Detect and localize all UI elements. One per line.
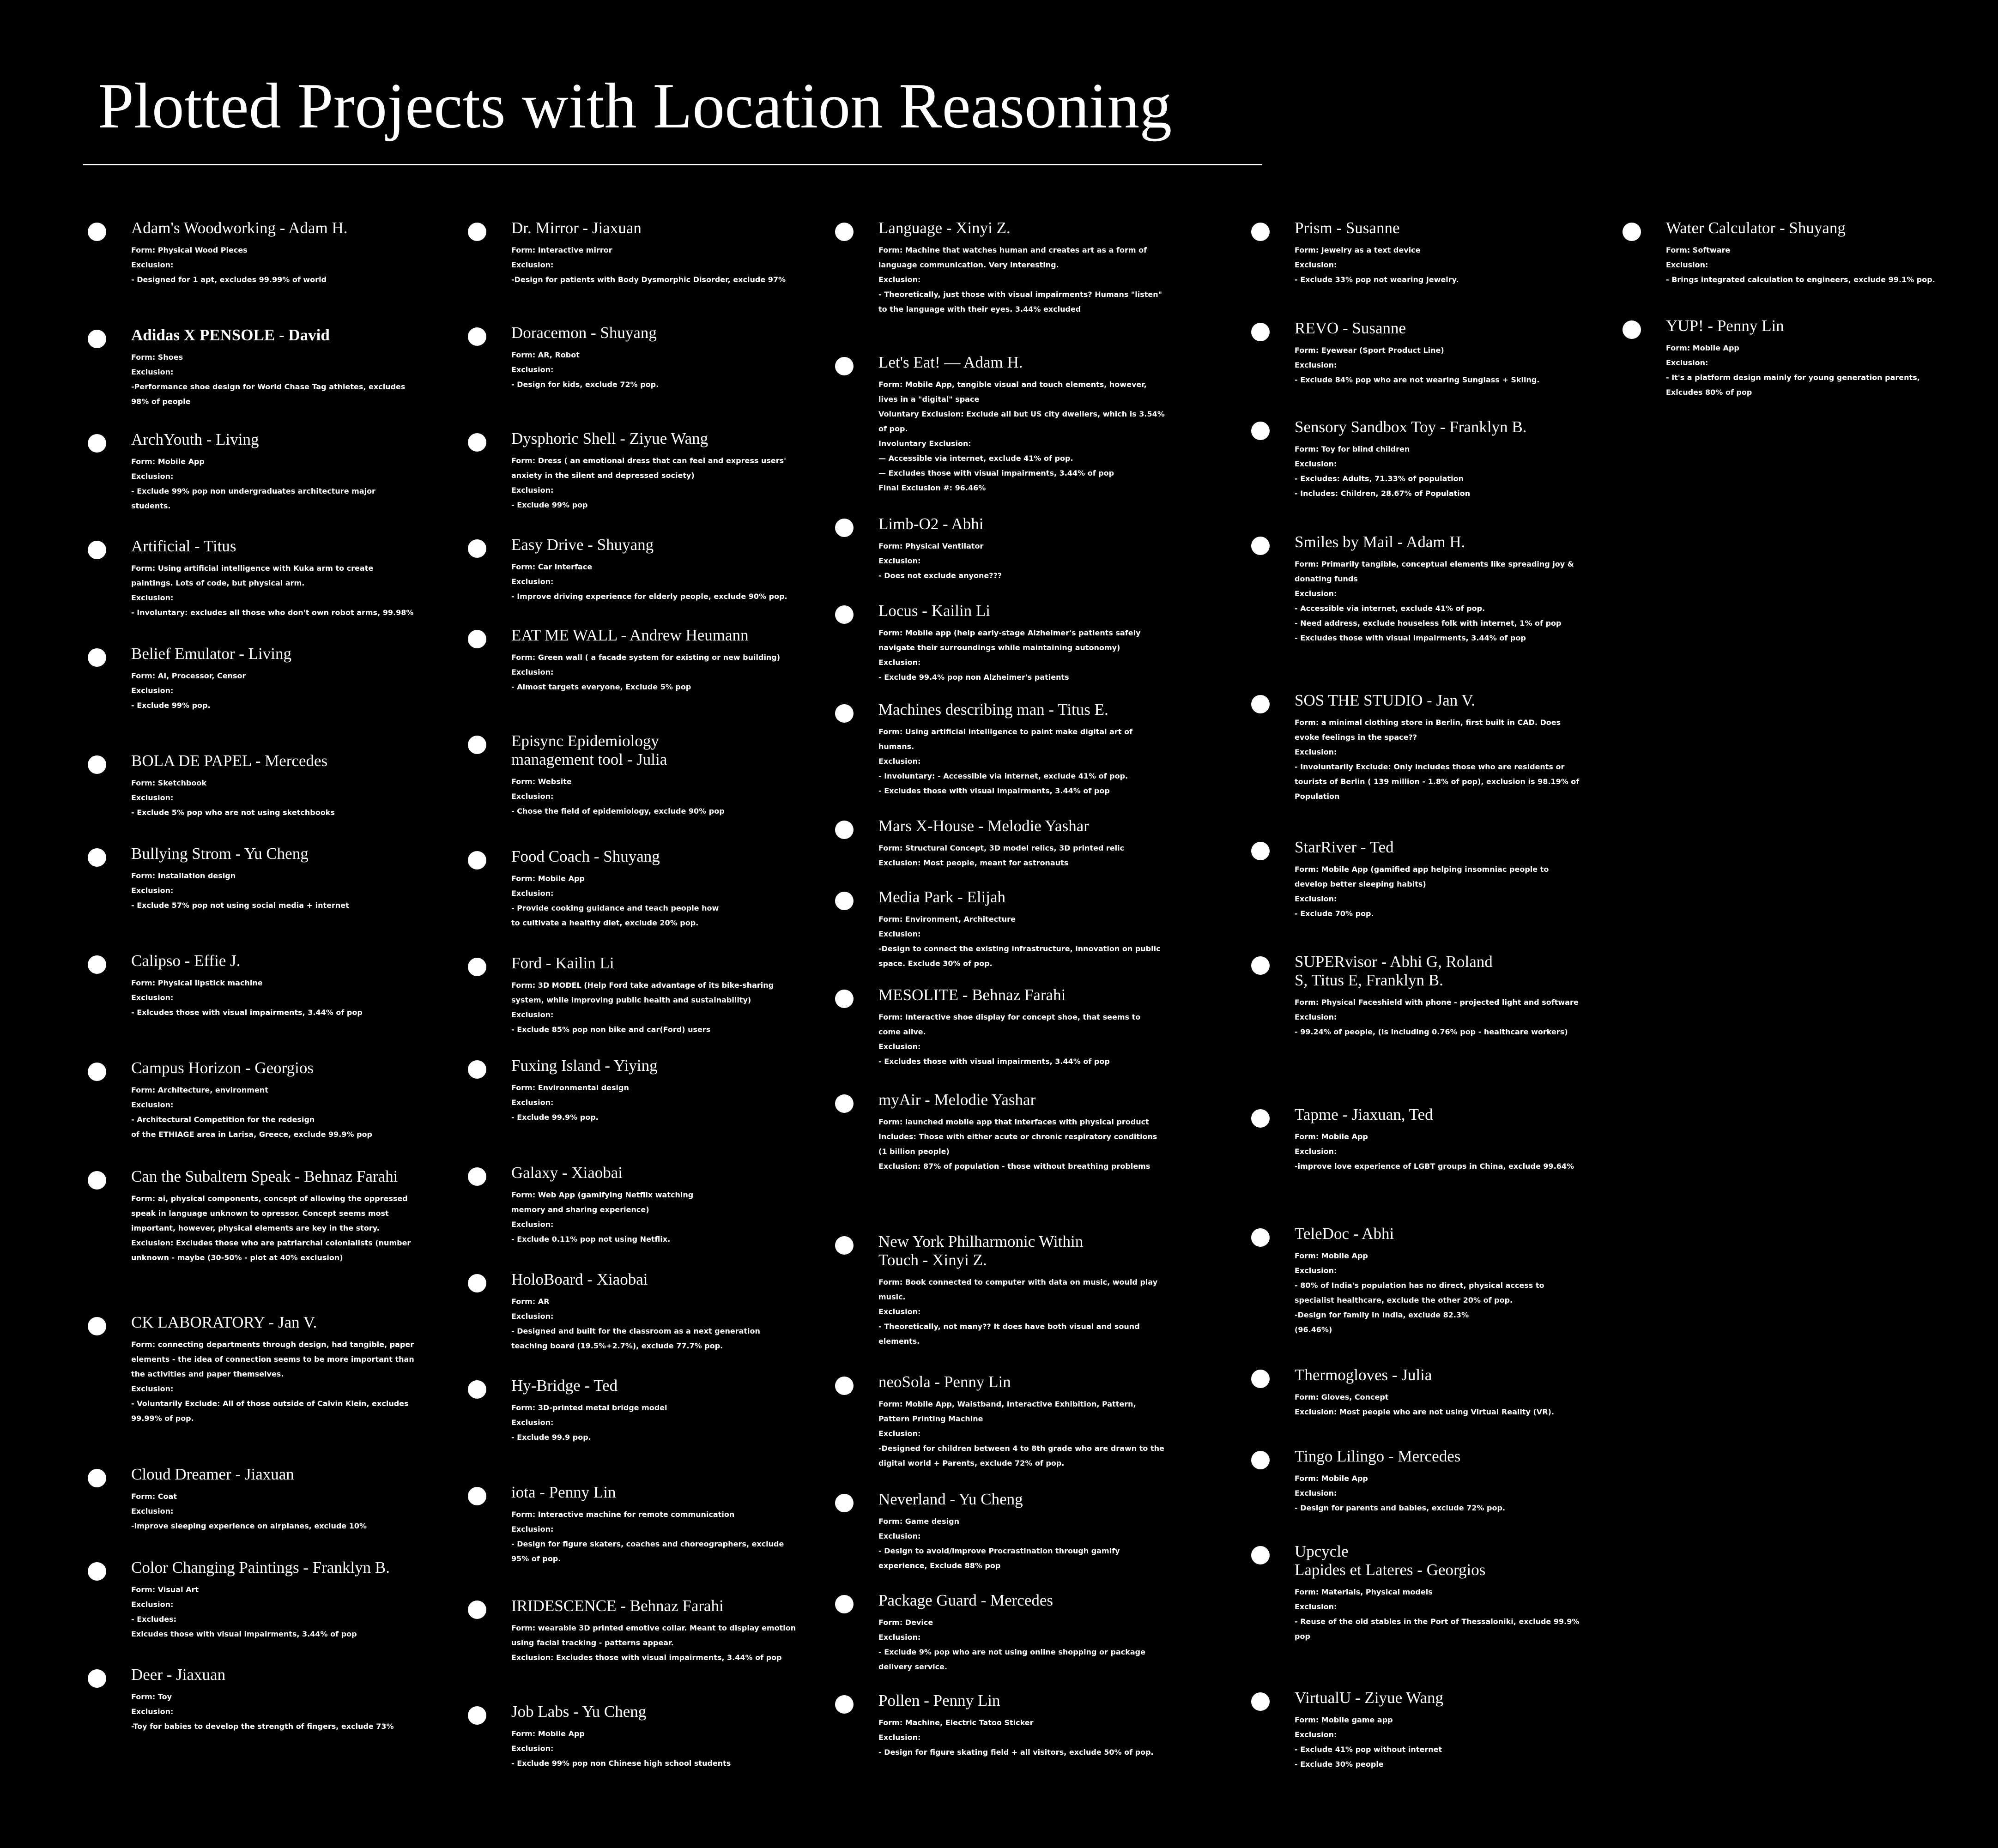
project-entry-teledoc-abhi [1247, 1225, 1598, 1337]
project-description: Form: AR, Robot Exclusion: - Design for kids, exclude 72% pop. [511, 350, 659, 389]
bullet-dot-icon [835, 1595, 854, 1613]
project-title: Machines describing man - Titus E. [878, 701, 1108, 719]
project-title: ArchYouth - Living [131, 430, 259, 448]
page-title: Plotted Projects with Location Reasoning [98, 70, 1172, 142]
project-title: Dr. Mirror - Jiaxuan [511, 219, 642, 237]
project-title: Smiles by Mail - Adam H. [1295, 533, 1465, 551]
project-entry-iridescence-behnaz-farahi [463, 1597, 814, 1665]
project-entry-new-york-philharmonic-within-touch-xinyi [830, 1232, 1181, 1349]
project-description: Form: Using artificial intelligence with Kuka arm to create paintings. Lots of code, but physical arm. Exclusion: - Involuntary: excludes all those who don't own robot arms, 99.98% [131, 564, 414, 617]
project-entry-iota-penny-lin [463, 1483, 814, 1566]
project-title: Prism - Susanne [1295, 219, 1400, 237]
project-entry-mars-x-house-melodie-yashar [830, 817, 1181, 870]
project-entry-package-guard-mercedes [830, 1591, 1181, 1674]
bullet-dot-icon [468, 1380, 486, 1399]
project-title: Locus - Kailin Li [878, 602, 991, 620]
project-entry-sensory-sandbox-toy-franklyn-b [1247, 418, 1598, 501]
project-entry-easy-drive-shuyang [463, 536, 814, 604]
project-entry-thermogloves-julia [1247, 1366, 1598, 1419]
project-description: Form: Book connected to computer with data on music, would play music. Exclusion: - Theoretically, not many?? It does have both visual and sound elements. [878, 1278, 1158, 1346]
project-entry-limb-o2-abhi [830, 515, 1181, 583]
bullet-dot-icon [468, 1487, 486, 1505]
project-title: MESOLITE - Behnaz Farahi [878, 986, 1066, 1004]
bullet-dot-icon [88, 1171, 106, 1190]
bullet-dot-icon [468, 223, 486, 241]
project-entry-belief-emulator-living [83, 645, 434, 713]
bullet-dot-icon [835, 1494, 854, 1512]
project-description: Form: Visual Art Exclusion: - Excludes: Exlcudes those with visual impairments, 3.44% of pop [131, 1585, 357, 1638]
project-entry-can-the-subaltern-speak-behnaz-farahi [83, 1167, 434, 1265]
project-description: Form: Dress ( an emotional dress that can feel and express users' anxiety in the silent and depressed society) Exclusion: - Exclude 99% pop [511, 456, 787, 509]
project-entry-neverland-yu-cheng [830, 1490, 1181, 1573]
project-entry-tingo-lilingo-mercedes [1247, 1447, 1598, 1516]
project-description: Form: Interactive shoe display for concept shoe, that seems to come alive. Exclusion: - Excludes those with visual impairments, 3.44% of pop [878, 1013, 1141, 1066]
project-description: Form: Structural Concept, 3D model relics, 3D printed relic Exclusion: Most people, meant for astronauts [878, 844, 1125, 867]
project-entry-neosola-penny-lin [830, 1373, 1181, 1471]
project-title: Episync Epidemiology management tool - Julia [511, 732, 667, 768]
project-entry-episync-epidemiology-management-tool-jul [463, 732, 814, 819]
bullet-dot-icon [1251, 323, 1270, 341]
project-entry-ford-kailin-li [463, 954, 814, 1037]
project-title: Adidas X PENSOLE - David [131, 326, 330, 344]
bullet-dot-icon [1623, 320, 1641, 339]
bullet-dot-icon [1251, 1451, 1270, 1469]
project-entry-pollen-penny-lin [830, 1691, 1181, 1760]
bullet-dot-icon [835, 1236, 854, 1255]
bullet-dot-icon [1251, 695, 1270, 713]
project-entry-water-calculator-shuyang [1618, 219, 1969, 287]
project-title: Let's Eat! — Adam H. [878, 353, 1023, 371]
project-entry-adam-s-woodworking-adam-h [83, 219, 434, 287]
project-description: Form: Device Exclusion: - Exclude 9% pop who are not using online shopping or package delivery service. [878, 1618, 1145, 1671]
project-entry-cloud-dreamer-jiaxuan [83, 1465, 434, 1534]
bullet-dot-icon [1251, 1692, 1270, 1711]
project-description: Form: Eyewear (Sport Product Line) Exclusion: - Exclude 84% pop who are not wearing Sunglass + Skiing. [1295, 346, 1540, 384]
project-description: Form: Toy for blind children Exclusion: - Excludes: Adults, 71.33% of population - Includes: Children, 28.67% of Population [1295, 445, 1471, 498]
bullet-dot-icon [468, 1274, 486, 1292]
project-entry-ck-laboratory-jan-v [83, 1313, 434, 1426]
project-title: IRIDESCENCE - Behnaz Farahi [511, 1597, 724, 1615]
project-title: Hy-Bridge - Ted [511, 1377, 618, 1395]
project-title: Water Calculator - Shuyang [1666, 219, 1846, 237]
project-title: Adam's Woodworking - Adam H. [131, 219, 348, 237]
project-title: Mars X-House - Melodie Yashar [878, 817, 1089, 835]
bullet-dot-icon [468, 1167, 486, 1186]
project-title: Calipso - Effie J. [131, 952, 241, 970]
bullet-dot-icon [1623, 223, 1641, 241]
project-description: Form: Mobile App Exclusion: - 80% of India's population has no direct, physical access to specialist healthcare, exclude the other 20% of pop. -Design for family in India, exclude 82.3% (96.46%) [1295, 1251, 1544, 1334]
project-description: Form: connecting departments through design, had tangible, paper elements - the idea of connection seems to be more important than the activities and paper themselves. Exclusion: - Voluntarily Exclude: All of those outside of Calvin Klein, excludes 99.99% of pop. [131, 1340, 414, 1423]
project-title: Limb-O2 - Abhi [878, 515, 984, 533]
project-description: Form: 3D-printed metal bridge model Exclusion: - Exclude 99.9 pop. [511, 1403, 667, 1442]
bullet-dot-icon [468, 1600, 486, 1619]
project-entry-let-s-eat-adam-h [830, 353, 1181, 495]
project-description: Form: 3D MODEL (Help Ford take advantage of its bike-sharing system, while improving public health and sustainability) Exclusion: - Exclude 85% pop non bike and car(Ford) users [511, 981, 774, 1034]
project-title: Job Labs - Yu Cheng [511, 1703, 647, 1721]
project-description: Form: Mobile App Exclusion: - Exclude 99% pop non undergraduates architecture major students. [131, 457, 375, 510]
project-title: New York Philharmonic Within Touch - Xinyi Z. [878, 1232, 1084, 1269]
project-entry-calipso-effie-j [83, 952, 434, 1020]
project-description: Form: Mobile App Exclusion: -improve love experience of LGBT groups in China, exclude 99.64% [1295, 1132, 1574, 1171]
project-title: Deer - Jiaxuan [131, 1666, 226, 1684]
project-entry-adidas-x-pensole-david [83, 326, 434, 409]
project-entry-language-xinyi-z [830, 219, 1181, 317]
bullet-dot-icon [835, 1094, 854, 1113]
project-title: Language - Xinyi Z. [878, 219, 1011, 237]
project-description: Form: Physical Faceshield with phone - projected light and software Exclusion: - 99.24% of people, (is including 0.76% pop - healthcare workers) [1295, 998, 1579, 1036]
project-title: Campus Horizon - Georgios [131, 1059, 314, 1077]
project-entry-doracemon-shuyang [463, 324, 814, 392]
project-entry-fuxing-island-yiying [463, 1057, 814, 1125]
project-title: Ford - Kailin Li [511, 954, 614, 972]
project-entry-media-park-elijah [830, 888, 1181, 971]
bullet-dot-icon [835, 1377, 854, 1395]
project-description: Form: Environment, Architecture Exclusion: -Design to connect the existing infrastructure, innovation on public space. Exclude 30% of pop. [878, 915, 1161, 968]
bullet-dot-icon [88, 1469, 106, 1487]
project-title: Tingo Lilingo - Mercedes [1295, 1447, 1461, 1465]
project-description: Form: Toy Exclusion: -Toy for babies to develop the strength of fingers, exclude 73% [131, 1692, 394, 1731]
project-entry-virtualu-ziyue-wang [1247, 1689, 1598, 1772]
project-description: Form: Website Exclusion: - Chose the field of epidemiology, exclude 90% pop [511, 777, 725, 815]
project-description: Form: launched mobile app that interfaces with physical product Includes: Those with either acute or chronic respiratory conditions (1 billion people) Exclusion: 87% of population - those without breathing problems [878, 1117, 1157, 1171]
project-description: Form: Software Exclusion: - Brings integrated calculation to engineers, exclude 99.1% pop. [1666, 246, 1935, 284]
project-title: Can the Subaltern Speak - Behnaz Farahi [131, 1167, 398, 1185]
project-entry-yup-penny-lin [1618, 317, 1969, 400]
project-entry-myair-melodie-yashar [830, 1091, 1181, 1174]
project-entry-hy-bridge-ted [463, 1377, 814, 1445]
project-title: Color Changing Paintings - Franklyn B. [131, 1558, 390, 1576]
project-title: Belief Emulator - Living [131, 645, 291, 663]
bullet-dot-icon [468, 851, 486, 870]
project-title: BOLA DE PAPEL - Mercedes [131, 752, 328, 770]
project-entry-dysphoric-shell-ziyue-wang [463, 429, 814, 513]
bullet-dot-icon [1251, 1370, 1270, 1388]
project-description: Form: Shoes Exclusion: -Performance shoe design for World Chase Tag athletes, excludes 98% of people [131, 353, 406, 406]
project-description: Form: Machine, Electric Tatoo Sticker Exclusion: - Design for figure skating field + all visitors, exclude 50% of pop. [878, 1718, 1154, 1757]
project-description: Form: Architecture, environment Exclusion: - Architectural Competition for the redesign of the ETHIAGE area in Larisa, Greece, exclude 99.9% pop [131, 1086, 372, 1139]
project-description: Form: Primarily tangible, conceptual elements like spreading joy & donating funds Exclusion: - Accessible via internet, exclude 41% of pop. - Need address, exclude houseless folk with internet, 1% of pop - Excludes those with visual impairments, 3.44% of pop [1295, 560, 1574, 642]
project-title: StarRiver - Ted [1295, 838, 1394, 856]
project-title: Thermogloves - Julia [1295, 1366, 1432, 1384]
project-entry-prism-susanne [1247, 219, 1598, 287]
project-title: SOS THE STUDIO - Jan V. [1295, 691, 1475, 709]
project-entry-supervisor-abhi-g-roland-s-titus-e-frank [1247, 953, 1598, 1039]
project-description: Form: Materials, Physical models Exclusion: - Reuse of the old stables in the Port of Thessaloniki, exclude 99.9% pop [1295, 1588, 1580, 1641]
project-entry-machines-describing-man-titus-e [830, 701, 1181, 798]
project-entry-color-changing-paintings-franklyn-b [83, 1558, 434, 1642]
project-entry-sos-the-studio-jan-v [1247, 691, 1598, 804]
project-title: TeleDoc - Abhi [1295, 1225, 1394, 1243]
project-description: Form: Mobile App, tangible visual and touch elements, however, lives in a "digital" space Voluntary Exclusion: Exclude all but US city dwellers, which is 3.54% of pop. Involuntary Exclusion: — Accessible via internet, exclude 41% of pop. — Excludes those with visual impairments, 3.44% of pop Final Exclusion #: 96.46% [878, 380, 1165, 492]
bullet-dot-icon [88, 541, 106, 559]
title-divider [83, 164, 1262, 165]
project-description: Form: Interactive mirror Exclusion: -Design for patients with Body Dysmorphic Disorder, exclude 97% [511, 246, 786, 284]
project-description: Form: Sketchbook Exclusion: - Exclude 5% pop who are not using sketchbooks [131, 779, 335, 817]
bullet-dot-icon [1251, 1109, 1270, 1128]
project-title: Easy Drive - Shuyang [511, 536, 654, 554]
project-description: Form: Installation design Exclusion: - Exclude 57% pop not using social media + internet [131, 871, 349, 910]
project-entry-bullying-strom-yu-cheng [83, 845, 434, 913]
project-title: EAT ME WALL - Andrew Heumann [511, 626, 749, 644]
bullet-dot-icon [835, 605, 854, 624]
project-entry-bola-de-papel-mercedes [83, 752, 434, 820]
project-title: REVO - Susanne [1295, 319, 1406, 337]
bullet-dot-icon [468, 736, 486, 754]
bullet-dot-icon [88, 648, 106, 667]
bullet-dot-icon [468, 958, 486, 976]
project-description: Form: Mobile App Exclusion: - Provide cooking guidance and teach people how to cultivate a healthy diet, exclude 20% pop. [511, 874, 719, 927]
project-entry-job-labs-yu-cheng [463, 1703, 814, 1771]
project-title: Fuxing Island - Yiying [511, 1057, 658, 1075]
project-description: Form: a minimal clothing store in Berlin, first built in CAD. Does evoke feelings in the space?? Exclusion: - Involuntarily Exclude: Only includes those who are residents or tourists of Berlin ( 139 million - 1.8% of pop), exclusion is 98.19% of Population [1295, 718, 1580, 801]
bullet-dot-icon [835, 990, 854, 1008]
project-description: Form: wearable 3D printed emotive collar. Meant to display emotion using facial tracking - patterns appear. Exclusion: Excludes those with visual impairments, 3.44% of pop [511, 1624, 796, 1662]
project-title: Media Park - Elijah [878, 888, 1006, 906]
project-description: Form: Interactive machine for remote communication Exclusion: - Design for figure skaters, coaches and choreographers, exclude 95% of pop. [511, 1510, 784, 1563]
project-title: Dysphoric Shell - Ziyue Wang [511, 429, 708, 447]
bullet-dot-icon [468, 1060, 486, 1079]
bullet-dot-icon [468, 433, 486, 452]
bullet-dot-icon [1251, 1228, 1270, 1247]
bullet-dot-icon [1251, 537, 1270, 555]
project-title: VirtualU - Ziyue Wang [1295, 1689, 1443, 1707]
project-description: Form: Environmental design Exclusion: - Exclude 99.9% pop. [511, 1083, 629, 1122]
bullet-dot-icon [88, 1317, 106, 1335]
bullet-dot-icon [1251, 956, 1270, 975]
project-title: Bullying Strom - Yu Cheng [131, 845, 309, 863]
project-title: Artificial - Titus [131, 537, 236, 555]
project-entry-artificial-titus [83, 537, 434, 620]
project-entry-eat-me-wall-andrew-heumann [463, 626, 814, 695]
bullet-dot-icon [835, 519, 854, 537]
bullet-dot-icon [1251, 422, 1270, 440]
project-entry-holoboard-xiaobai [463, 1270, 814, 1353]
project-entry-galaxy-xiaobai [463, 1164, 814, 1247]
bullet-dot-icon [468, 630, 486, 648]
project-description: Form: Using artificial intelligence to paint make digital art of humans. Exclusion: - Involuntary: - Accessible via internet, exclude 41% of pop. - Excludes those with visual impairments, 3.44% of pop [878, 727, 1133, 795]
project-description: Form: Machine that watches human and creates art as a form of language communication. Very interesting. Exclusion: - Theoretically, just those with visual impairments? Humans "listen" to the language with their eyes. 3.44% excluded [878, 246, 1162, 314]
bullet-dot-icon [835, 1695, 854, 1714]
project-title: YUP! - Penny Lin [1666, 317, 1784, 335]
project-description: Form: Mobile App Exclusion: - Exclude 99% pop non Chinese high school students [511, 1729, 731, 1768]
bullet-dot-icon [88, 848, 106, 867]
project-title: Doracemon - Shuyang [511, 324, 657, 342]
project-title: Sensory Sandbox Toy - Franklyn B. [1295, 418, 1527, 436]
project-description: Form: Physical Wood Pieces Exclusion: - Designed for 1 apt, excludes 99.99% of world [131, 246, 327, 284]
project-title: Pollen - Penny Lin [878, 1691, 1000, 1709]
bullet-dot-icon [88, 1669, 106, 1688]
project-description: Form: AR Exclusion: - Designed and built for the classroom as a next generation teaching board (19.5%+2.7%), exclude 77.7% pop. [511, 1297, 760, 1350]
project-description: Form: Gloves, Concept Exclusion: Most people who are not using Virtual Reality (VR). [1295, 1393, 1554, 1416]
project-description: Form: Physical lipstick machine Exclusion: - Exlcudes those with visual impairments, 3.44% of pop [131, 978, 363, 1017]
project-description: Form: Mobile app (help early-stage Alzheimer's patients safely navigate their surroundings while maintaining autonomy) Exclusion: - Exclude 99.4% pop non Alzheimer's patients [878, 628, 1141, 682]
project-entry-smiles-by-mail-adam-h [1247, 533, 1598, 646]
project-description: Form: Mobile App (gamified app helping insomniac people to develop better sleeping habits) Exclusion: - Exclude 70% pop. [1295, 865, 1549, 918]
bullet-dot-icon [468, 1706, 486, 1725]
project-entry-archyouth-living [83, 430, 434, 513]
bullet-dot-icon [88, 1562, 106, 1581]
bullet-dot-icon [468, 327, 486, 346]
bullet-dot-icon [88, 223, 106, 241]
bullet-dot-icon [835, 892, 854, 910]
project-description: Form: Car interface Exclusion: - Improve driving experience for elderly people, exclude 90% pop. [511, 562, 787, 601]
project-title: Neverland - Yu Cheng [878, 1490, 1023, 1508]
project-description: Form: Web App (gamifying Netflix watching memory and sharing experience) Exclusion: - Exclude 0.11% pop not using Netflix. [511, 1190, 694, 1244]
bullet-dot-icon [1251, 1546, 1270, 1564]
project-description: Form: Physical Ventilator Exclusion: - Does not exclude anyone??? [878, 542, 1002, 580]
bullet-dot-icon [835, 357, 854, 375]
bullet-dot-icon [835, 223, 854, 241]
project-title: Food Coach - Shuyang [511, 847, 660, 865]
bullet-dot-icon [835, 821, 854, 839]
project-entry-deer-jiaxuan [83, 1666, 434, 1734]
project-description: Form: Mobile App Exclusion: - Design for parents and babies, exclude 72% pop. [1295, 1474, 1505, 1512]
project-title: CK LABORATORY - Jan V. [131, 1313, 317, 1331]
project-title: SUPERvisor - Abhi G, Roland S, Titus E, Franklyn B. [1295, 953, 1493, 989]
bullet-dot-icon [88, 755, 106, 774]
bullet-dot-icon [88, 955, 106, 974]
project-description: Form: Jewelry as a text device Exclusion: - Exclude 33% pop not wearing Jewelry. [1295, 246, 1459, 284]
project-entry-food-coach-shuyang [463, 847, 814, 930]
bullet-dot-icon [88, 434, 106, 453]
project-description: Form: Mobile App, Waistband, Interactive Exhibition, Pattern, Pattern Printing Machine Exclusion: -Designed for children between 4 to 8th grade who are drawn to the digital world + Parents, exclude 72% of pop. [878, 1400, 1164, 1468]
project-title: Galaxy - Xiaobai [511, 1164, 623, 1182]
bullet-dot-icon [1251, 223, 1270, 241]
project-entry-locus-kailin-li [830, 602, 1181, 685]
project-title: myAir - Melodie Yashar [878, 1091, 1036, 1109]
project-entry-dr-mirror-jiaxuan [463, 219, 814, 287]
project-description: Form: Game design Exclusion: - Design to avoid/improve Procrastination through gamify experience, Exclude 88% pop [878, 1517, 1120, 1570]
project-entry-starriver-ted [1247, 838, 1598, 921]
project-description: Form: Green wall ( a facade system for existing or new building) Exclusion: - Almost targets everyone, Exclude 5% pop [511, 653, 781, 691]
project-entry-revo-susanne [1247, 319, 1598, 387]
project-description: Form: Mobile game app Exclusion: - Exclude 41% pop without internet - Exclude 30% people [1295, 1715, 1442, 1769]
project-title: neoSola - Penny Lin [878, 1373, 1011, 1391]
project-entry-campus-horizon-georgios [83, 1059, 434, 1142]
project-title: iota - Penny Lin [511, 1483, 616, 1501]
project-description: Form: ai, physical components, concept of allowing the oppressed speak in language unknown to opressor. Concept seems most important, however, physical elements are key in the story. Exclusion: Excludes those who are patriarchal colonialists (number unknown - maybe (30-50% - plot at 40% exclusion) [131, 1194, 411, 1262]
bullet-dot-icon [88, 330, 106, 348]
project-entry-upcycle-lapides-et-lateres-georgios [1247, 1542, 1598, 1644]
project-entry-mesolite-behnaz-farahi [830, 986, 1181, 1069]
project-title: Package Guard - Mercedes [878, 1591, 1053, 1609]
bullet-dot-icon [835, 704, 854, 723]
bullet-dot-icon [468, 539, 486, 558]
project-entry-tapme-jiaxuan-ted [1247, 1105, 1598, 1174]
project-description: Form: AI, Processor, Censor Exclusion: - Exclude 99% pop. [131, 671, 246, 710]
project-title: Upcycle Lapides et Lateres - Georgios [1295, 1542, 1486, 1579]
project-description: Form: Coat Exclusion: -improve sleeping experience on airplanes, exclude 10% [131, 1492, 367, 1530]
project-title: Tapme - Jiaxuan, Ted [1295, 1105, 1433, 1123]
bullet-dot-icon [88, 1063, 106, 1081]
bullet-dot-icon [1251, 842, 1270, 860]
project-title: HoloBoard - Xiaobai [511, 1270, 648, 1288]
project-description: Form: Mobile App Exclusion: - It's a platform design mainly for young generation parents, Exlcudes 80% of pop [1666, 344, 1920, 397]
project-title: Cloud Dreamer - Jiaxuan [131, 1465, 294, 1483]
